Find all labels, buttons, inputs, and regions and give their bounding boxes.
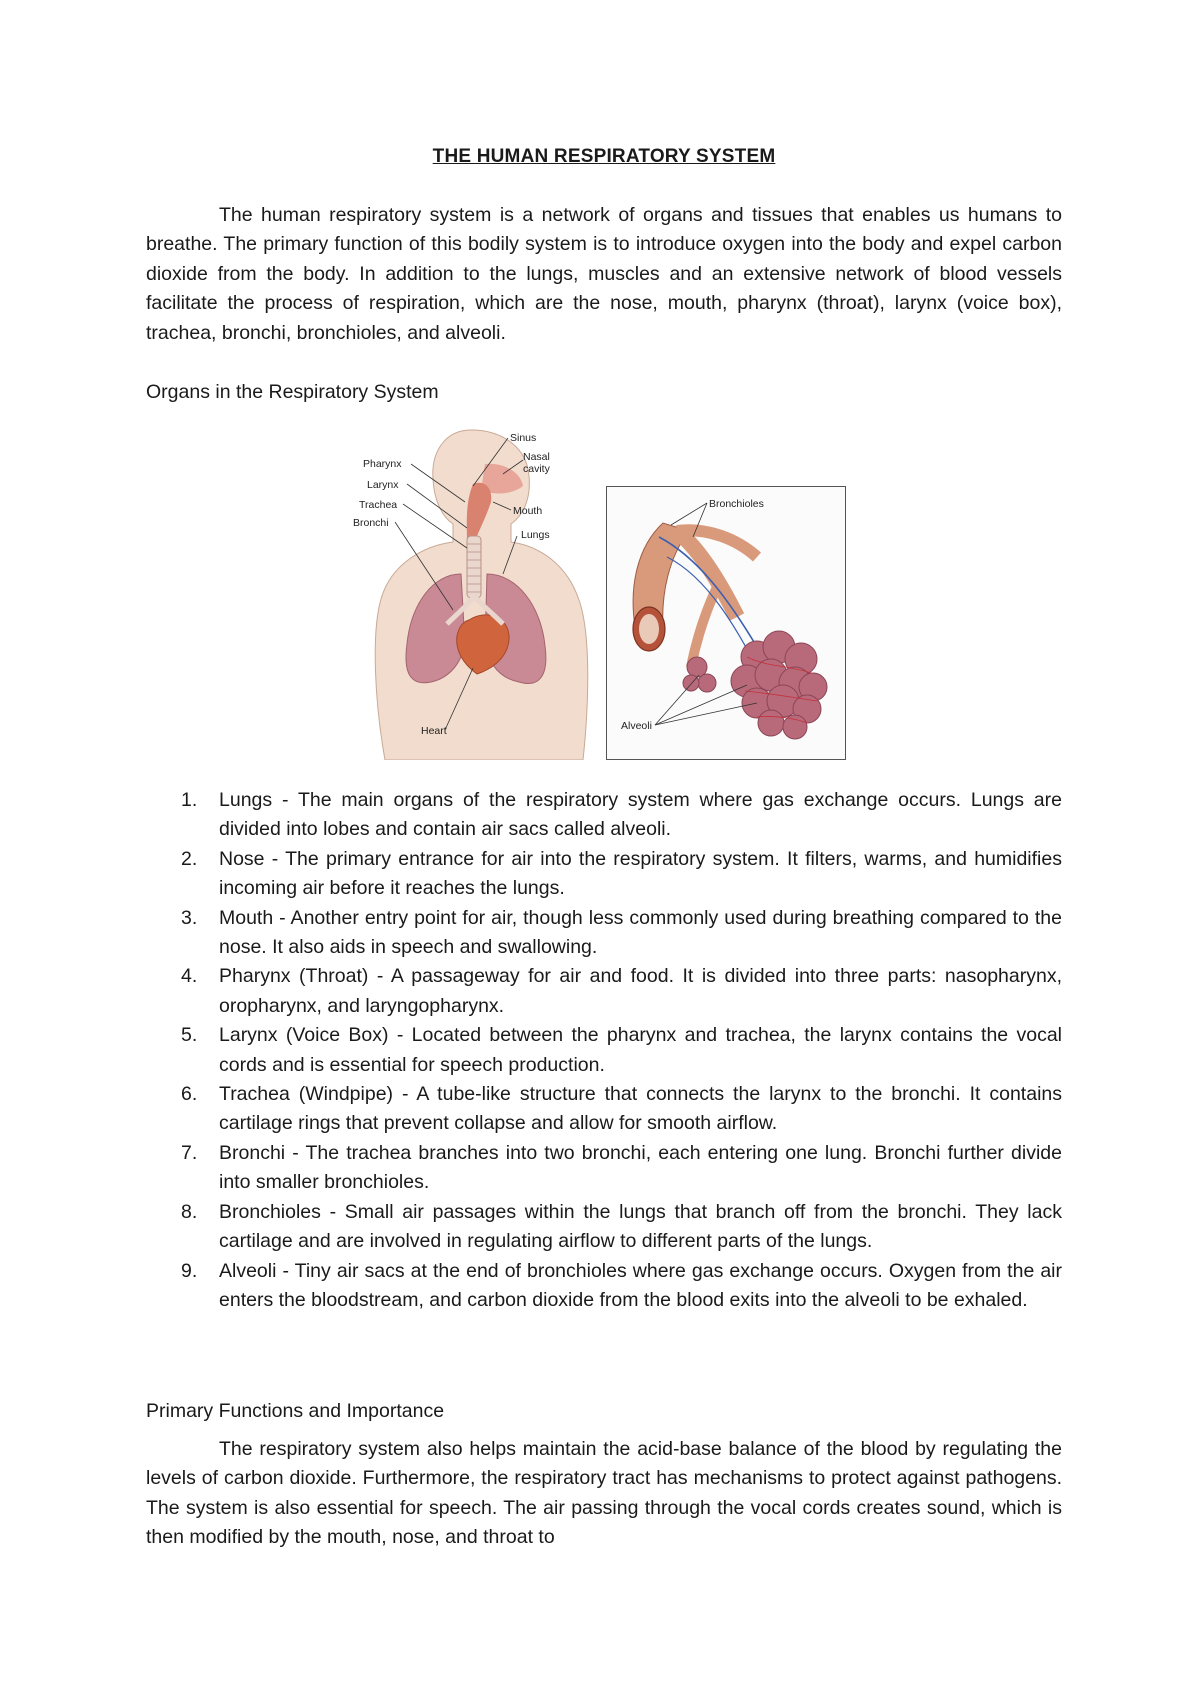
label-heart: Heart xyxy=(421,725,447,737)
list-item: 2. Nose - The primary entrance for air into the respiratory system. It filters, warms, and humidifies incoming air before it reaches the lungs. xyxy=(181,847,1062,900)
list-item: 9. Alveoli - Tiny air sacs at the end of bronchioles where gas exchange occurs. Oxygen from the air enters the bloodstream, and carbon dioxide from the blood exits into the alveoli to be exhaled. xyxy=(181,1259,1062,1311)
respiratory-anatomy-illustration xyxy=(353,424,603,760)
functions-heading: Primary Functions and Importance xyxy=(146,1400,445,1422)
list-item: 6. Trachea (Windpipe) - A tube-like structure that connects the larynx to the bronchi. It contains cartilage rings that prevent collapse and allow for smooth airflow. xyxy=(181,1083,1062,1135)
functions-paragraph: The respiratory system also helps maintain the acid-base balance of the blood by regulating the levels of carbon dioxide. Furthermore, the respiratory tract has mechanisms to protect against pathogens. The system is also essential for speech. The air passing through the vocal cords creates sound, which is then modified by the mouth, nose, and throat to xyxy=(146,1438,1062,1549)
list-item: 1. Lungs - The main organs of the respiratory system where gas exchange occurs. Lungs are divided into lobes and contain air sacs called alveoli. xyxy=(181,789,1062,841)
list-item: 4. Pharynx (Throat) - A passageway for air and food. It is divided into three parts: nasopharynx, oropharynx, and laryngopharynx. xyxy=(181,965,1062,1017)
list-item: 8. Bronchioles - Small air passages within the lungs that branch off from the bronchi. They lack cartilage and are involved in regulating airflow to different parts of the lungs. xyxy=(181,1200,1062,1253)
document-title: THE HUMAN RESPIRATORY SYSTEM xyxy=(432,146,776,167)
list-item: 7. Bronchi - The trachea branches into two bronchi, each entering one lung. Bronchi further divide into smaller bronchioles. xyxy=(181,1141,1062,1194)
intro-paragraph: The human respiratory system is a network of organs and tissues that enables us humans to breathe. The primary function of this bodily system is to introduce oxygen into the body and expel carbon dioxide from the body. In addition to the lungs, muscles and an extensive network of blood vessels facilitate the process of respiration, which are the nose, mouth, pharynx (throat), larynx (voice box), trachea, bronchi, bronchioles, and alveoli. xyxy=(146,204,1062,344)
label-cavity: cavity xyxy=(523,463,550,475)
list-item: 3. Mouth - Another entry point for air, though less commonly used during breathing compared to the nose. It also aids in speech and swallowing. xyxy=(181,906,1062,959)
label-trachea: Trachea xyxy=(359,499,398,511)
list-item: 5. Larynx (Voice Box) - Located between the pharynx and trachea, the larynx contains the vocal cords and is essential for speech production. xyxy=(181,1024,1062,1076)
label-lungs: Lungs xyxy=(521,529,550,541)
respiratory-figure xyxy=(353,424,999,762)
organs-heading: Organs in the Respiratory System xyxy=(146,381,439,403)
label-alveoli: Alveoli xyxy=(621,720,652,732)
organs-list xyxy=(146,786,1062,1315)
label-nasal: Nasal xyxy=(523,451,550,463)
label-larynx: Larynx xyxy=(367,479,399,491)
bronchioles-alveoli-illustration xyxy=(607,487,844,758)
label-mouth: Mouth xyxy=(513,505,543,517)
label-pharynx: Pharynx xyxy=(363,458,402,470)
label-bronchioles: Bronchioles xyxy=(709,498,764,510)
label-sinus: Sinus xyxy=(510,432,537,444)
label-bronchi: Bronchi xyxy=(353,517,389,529)
alveoli-closeup-panel xyxy=(606,486,846,760)
